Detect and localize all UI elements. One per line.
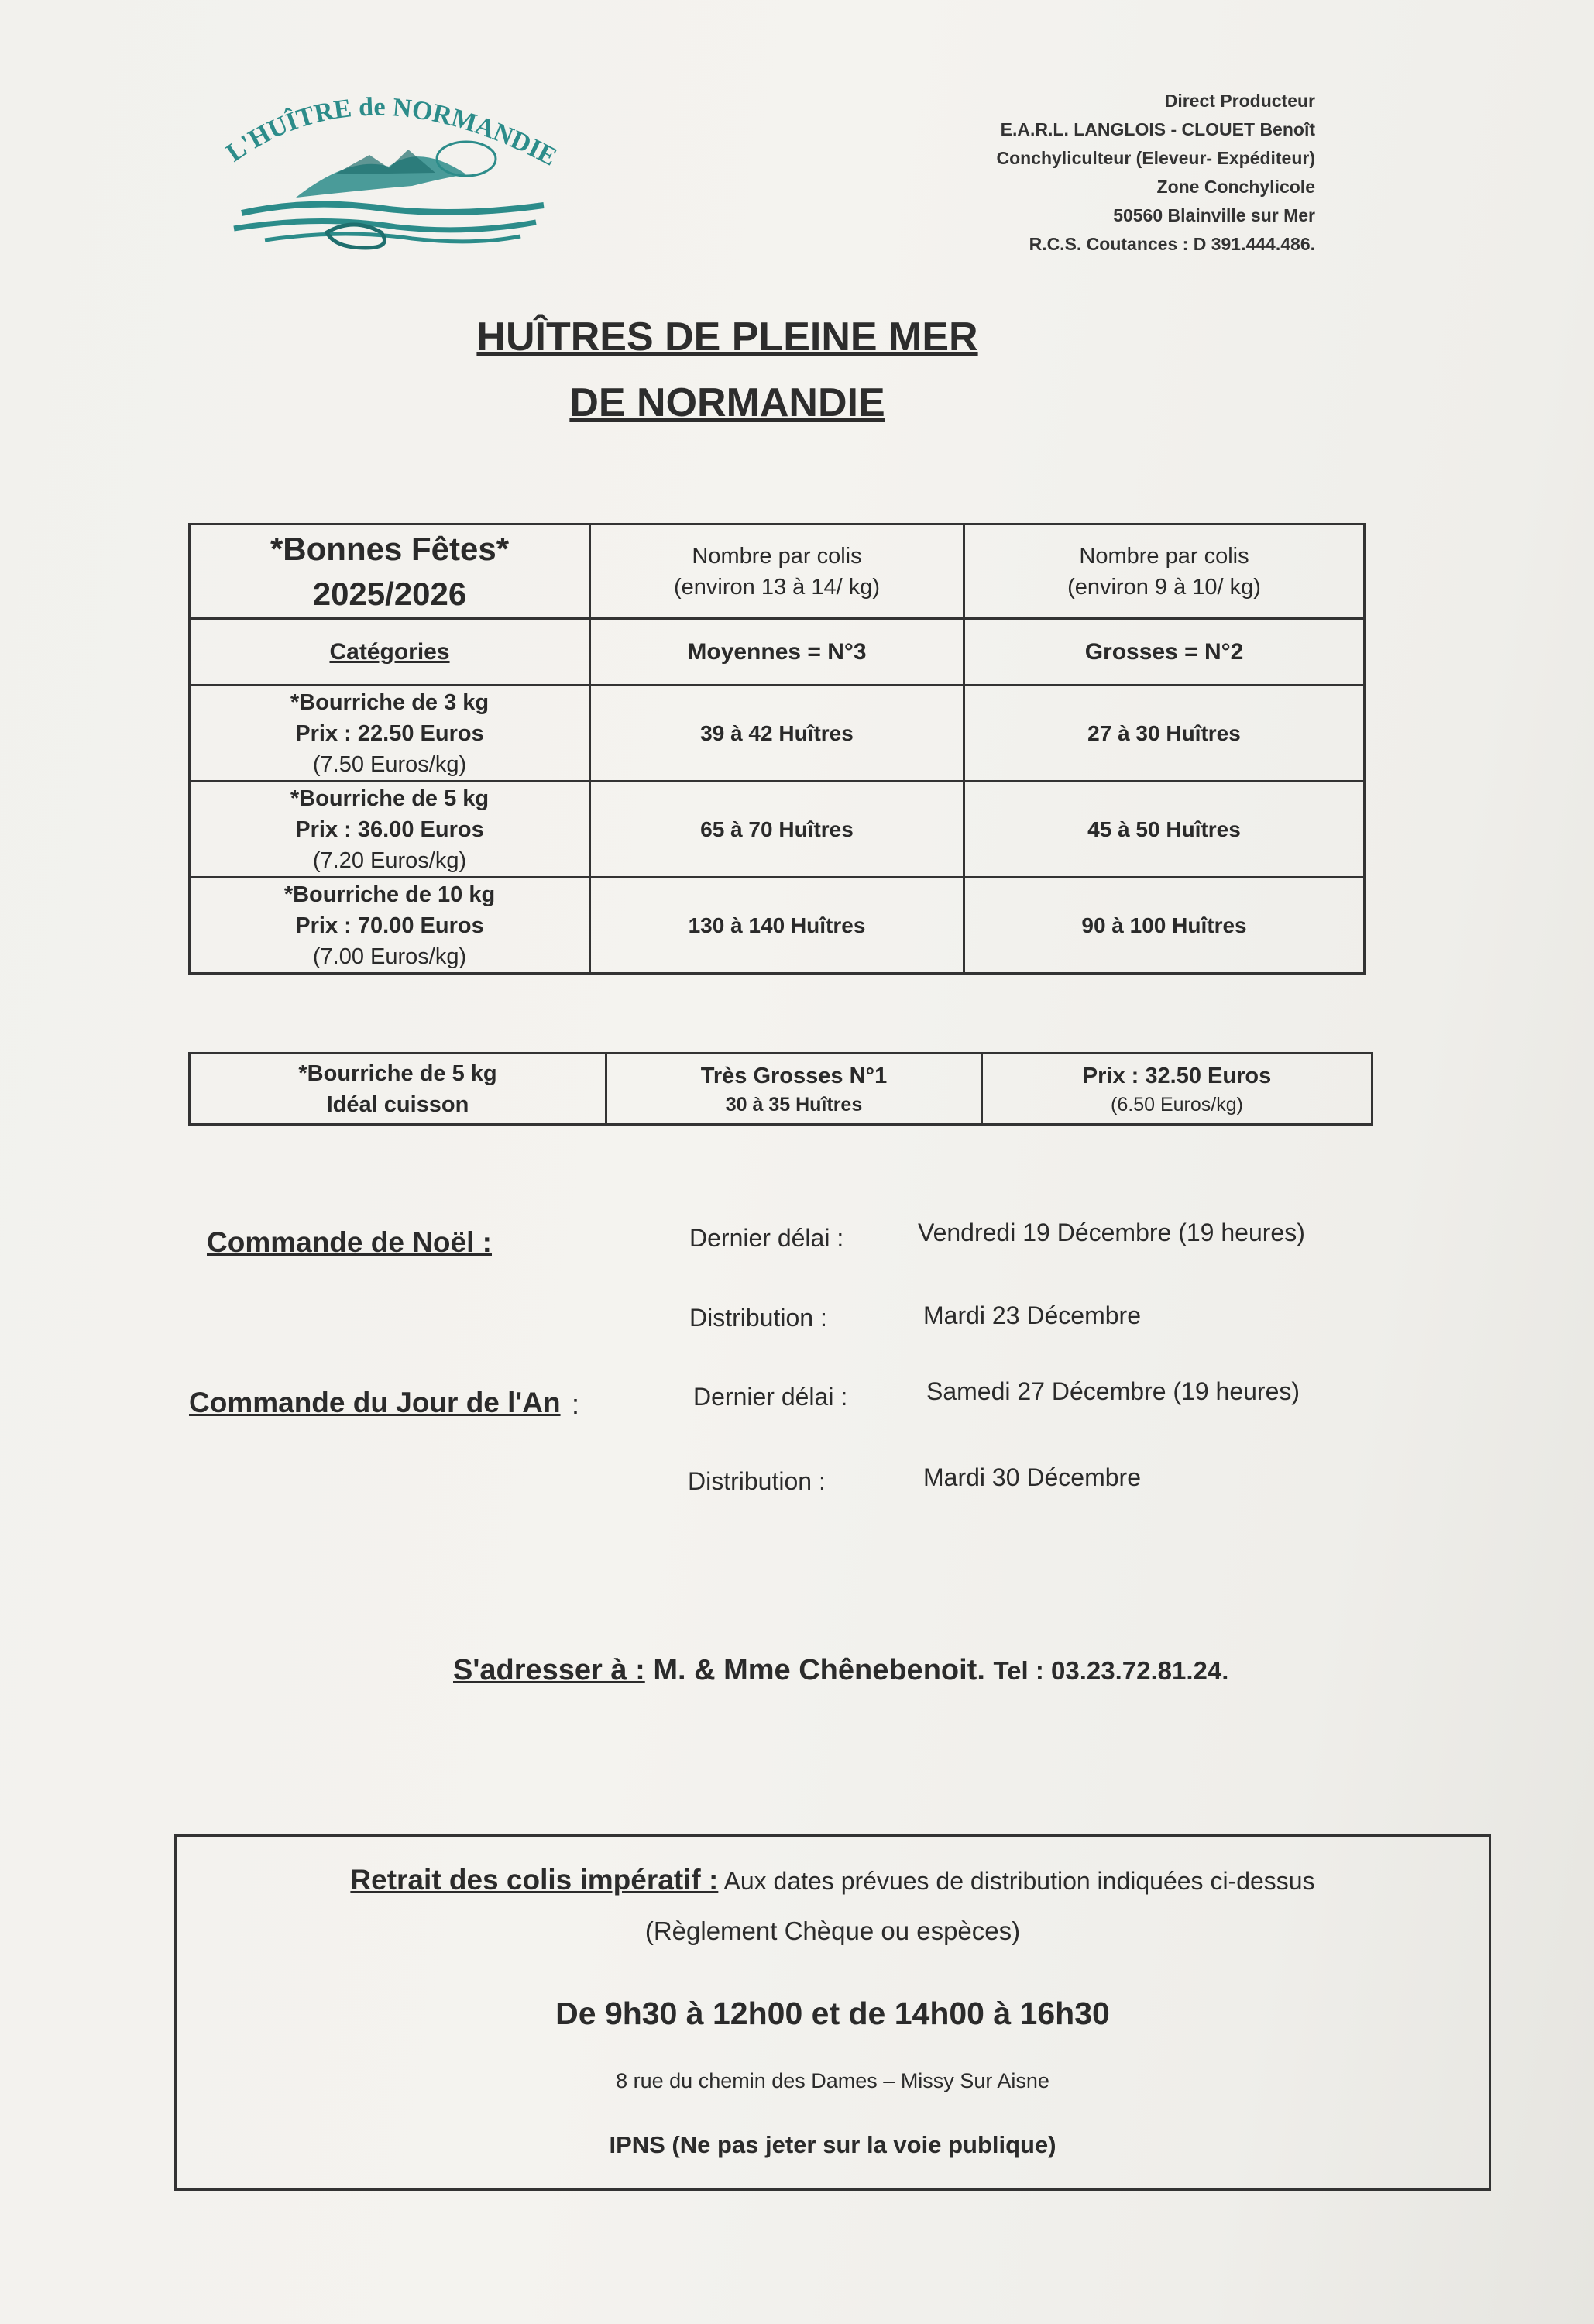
header-line-3: Conchyliculteur (Eleveur- Expéditeur)	[996, 148, 1315, 168]
special-offer-table	[188, 1052, 1373, 1126]
special-size: Très Grosses N°1	[700, 1063, 888, 1088]
col2-header-line-1: Nombre par colis	[692, 543, 862, 569]
header-line-2: E.A.R.L. LANGLOIS - CLOUET Benoît	[1000, 119, 1315, 139]
large-count-cell: 27 à 30 Huîtres	[964, 686, 1365, 782]
special-price: Prix : 32.50 Euros	[1082, 1063, 1272, 1088]
header-line-1: Direct Producteur	[1164, 91, 1315, 111]
table-row	[190, 782, 1365, 878]
greeting-cell	[190, 524, 590, 619]
bourriche-price: Prix : 36.00 Euros	[295, 816, 484, 842]
contact-name: M. & Mme Chênebenoit.	[653, 1654, 985, 1686]
table-row	[190, 1054, 1372, 1125]
svg-text:L'HUÎTRE de NORMANDIE	[222, 93, 562, 172]
contact-phone: Tel : 03.23.72.81.24.	[993, 1656, 1229, 1685]
header-line-6: R.C.S. Coutances : D 391.444.486.	[1029, 234, 1315, 254]
table-row	[190, 524, 1365, 619]
special-name: *Bourriche de 5 kg	[298, 1061, 497, 1086]
categories-label: Catégories	[190, 619, 590, 686]
bourriche-unit-price: (7.50 Euros/kg)	[312, 751, 467, 777]
large-grade-label: Grosses = N°2	[964, 619, 1365, 686]
christmas-deadline-label: Dernier délai :	[689, 1224, 844, 1252]
huitre-de-normandie-logo	[211, 81, 582, 252]
col3-header-line-2: (environ 9 à 10/ kg)	[1067, 574, 1261, 600]
large-count-header	[964, 524, 1365, 619]
medium-count-cell: 39 à 42 Huîtres	[590, 686, 964, 782]
new-year-order-colon: :	[572, 1388, 580, 1420]
large-count-cell: 90 à 100 Huîtres	[964, 878, 1365, 974]
pickup-line	[177, 1864, 1489, 1896]
bourriche-unit-price: (7.00 Euros/kg)	[312, 944, 467, 969]
pickup-address: 8 rue du chemin des Dames – Missy Sur Aisne	[616, 2069, 1049, 2092]
bourriche-name: *Bourriche de 10 kg	[283, 882, 496, 907]
table-row	[190, 686, 1365, 782]
pickup-text: Aux dates prévues de distribution indiquées ci-dessus	[723, 1867, 1315, 1895]
contact-line	[453, 1654, 1228, 1687]
new-year-distribution-value: Mardi 30 Décembre	[923, 1463, 1141, 1491]
pickup-hours: De 9h30 à 12h00 et de 14h00 à 16h30	[555, 1996, 1110, 2031]
greeting-line-2: 2025/2026	[312, 575, 467, 612]
header-line-4: Zone Conchylicole	[1156, 177, 1315, 197]
price-table	[188, 523, 1366, 975]
christmas-distribution-value: Mardi 23 Décembre	[923, 1301, 1141, 1329]
new-year-distribution-label: Distribution :	[688, 1467, 826, 1495]
christmas-distribution-label: Distribution :	[689, 1304, 827, 1332]
bourriche-cell	[190, 686, 590, 782]
bourriche-unit-price: (7.20 Euros/kg)	[312, 847, 467, 873]
logo-text: L'HUÎTRE de NORMANDIE	[221, 92, 562, 172]
bourriche-cell	[190, 878, 590, 974]
table-row	[190, 619, 1365, 686]
special-unit-price: (6.50 Euros/kg)	[1111, 1093, 1243, 1116]
pickup-label: Retrait des colis impératif :	[350, 1864, 719, 1896]
bourriche-cell	[190, 782, 590, 878]
new-year-deadline-value: Samedi 27 Décembre (19 heures)	[926, 1377, 1300, 1405]
pickup-info-box	[174, 1834, 1491, 2191]
large-count-cell: 45 à 50 Huîtres	[964, 782, 1365, 878]
col3-header-line-1: Nombre par colis	[1079, 543, 1249, 569]
special-use: Idéal cuisson	[326, 1092, 469, 1117]
bourriche-price: Prix : 70.00 Euros	[295, 913, 484, 938]
page-title-line-1: HUÎTRES DE PLEINE MER	[476, 315, 978, 359]
medium-grade-label: Moyennes = N°3	[590, 619, 964, 686]
producer-header	[996, 87, 1315, 259]
bourriche-name: *Bourriche de 3 kg	[290, 689, 490, 715]
medium-count-cell: 130 à 140 Huîtres	[590, 878, 964, 974]
special-size-cell	[606, 1054, 982, 1125]
payment-methods: (Règlement Chèque ou espèces)	[644, 1917, 1021, 1945]
medium-count-header	[590, 524, 964, 619]
contact-label: S'adresser à :	[453, 1654, 645, 1686]
new-year-order-label: Commande du Jour de l'An	[189, 1387, 561, 1418]
christmas-order-label: Commande de Noël :	[207, 1226, 492, 1258]
bourriche-price: Prix : 22.50 Euros	[295, 720, 484, 746]
header-line-5: 50560 Blainville sur Mer	[1113, 205, 1315, 225]
page-title-line-2: DE NORMANDIE	[569, 380, 885, 425]
ipns-notice: IPNS (Ne pas jeter sur la voie publique)	[609, 2131, 1056, 2158]
new-year-deadline-label: Dernier délai :	[693, 1383, 848, 1411]
table-row	[190, 878, 1365, 974]
medium-count-cell: 65 à 70 Huîtres	[590, 782, 964, 878]
greeting-line-1: *Bonnes Fêtes*	[270, 530, 510, 567]
special-bourriche-cell	[190, 1054, 606, 1125]
special-price-cell	[982, 1054, 1372, 1125]
special-count: 30 à 35 Huîtres	[725, 1093, 863, 1116]
christmas-deadline-value: Vendredi 19 Décembre (19 heures)	[918, 1219, 1305, 1246]
col2-header-line-2: (environ 13 à 14/ kg)	[674, 574, 880, 600]
bourriche-name: *Bourriche de 5 kg	[290, 786, 490, 811]
